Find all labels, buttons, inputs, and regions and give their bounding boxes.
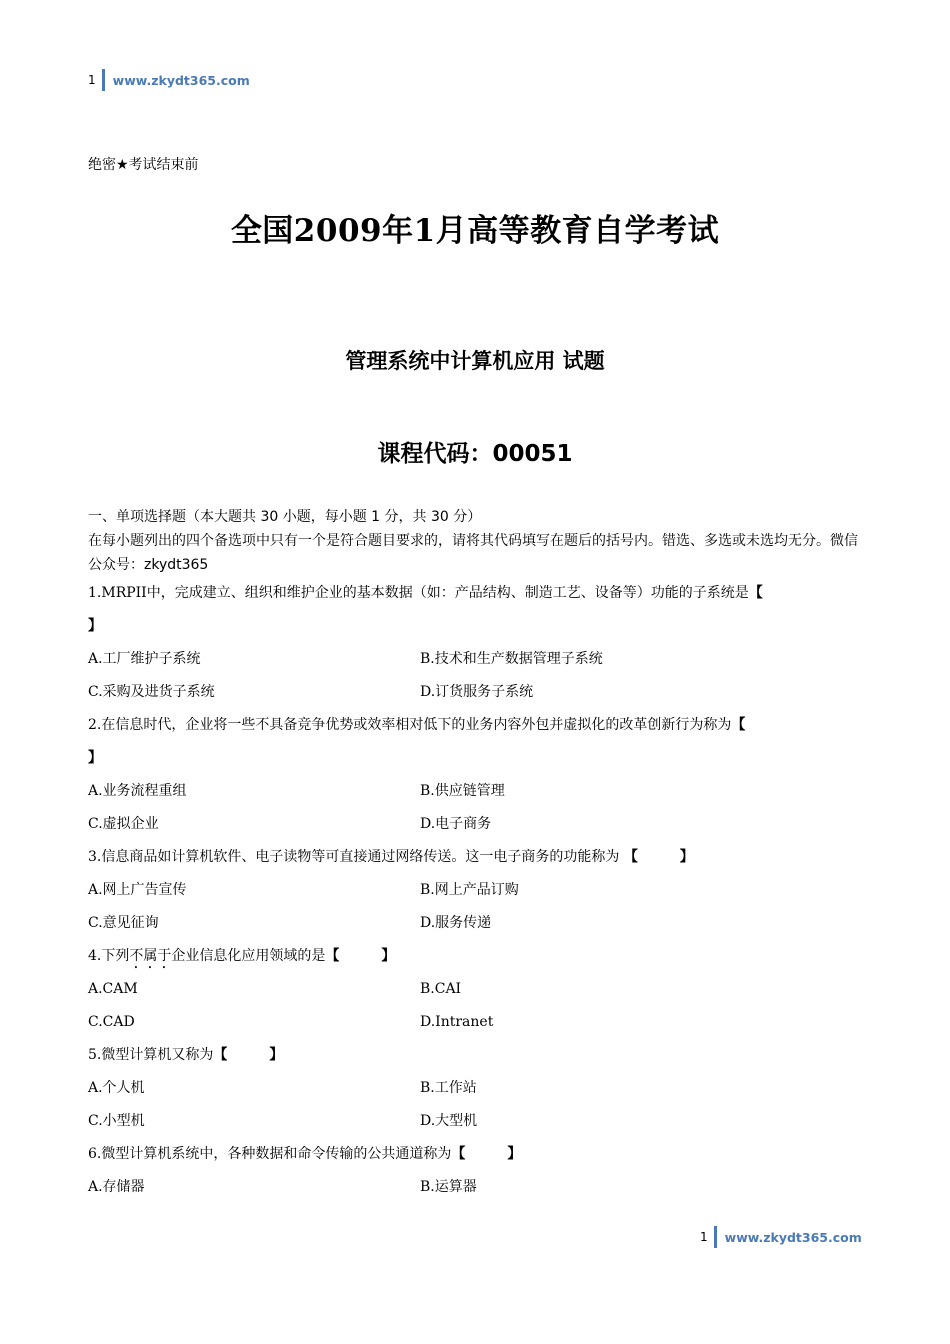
- option-c: C.CAD: [88, 1014, 135, 1030]
- options-row: [88, 907, 868, 940]
- emphasized-text: 不属于: [129, 948, 172, 964]
- option-a: A.网上广告宣传: [88, 882, 187, 898]
- answer-bracket-close: 】: [88, 618, 102, 634]
- page-header: [88, 70, 250, 90]
- header-page-number: 1: [88, 73, 96, 87]
- answer-bracket: 【 】: [451, 1146, 522, 1162]
- question-3: [88, 841, 868, 940]
- answer-bracket-open: 【: [748, 585, 763, 601]
- course-code: 课程代码：00051: [377, 441, 573, 467]
- page-footer: [700, 1227, 862, 1247]
- option-c: C.虚拟企业: [88, 816, 159, 832]
- option-b: B.技术和生产数据管理子系统: [420, 651, 603, 667]
- question-stem: 5.微型计算机又称为【 】: [88, 1047, 284, 1063]
- option-b: B.供应链管理: [420, 783, 505, 799]
- question-stem: 4.下列不属于企业信息化应用领域的是【 】: [88, 948, 396, 964]
- section-heading: 一、单项选择题（本大题共 30 小题，每小题 1 分，共 30 分）: [88, 509, 482, 525]
- footer-divider: [714, 1226, 717, 1248]
- option-a: A.工厂维护子系统: [88, 651, 201, 667]
- option-c: C.意见征询: [88, 915, 159, 931]
- options-row: [88, 1072, 868, 1105]
- question-1: [88, 577, 868, 709]
- option-d: D.大型机: [420, 1113, 478, 1129]
- page-title: 全国2009年1月高等教育自学考试: [230, 213, 720, 249]
- option-b: B.运算器: [420, 1179, 477, 1195]
- answer-bracket: 【 】: [623, 849, 694, 865]
- answer-bracket: 【 】: [213, 1047, 284, 1063]
- option-b: B.网上产品订购: [420, 882, 519, 898]
- header-site-link[interactable]: www.zkydt365.com: [112, 72, 250, 88]
- answer-bracket-close: 】: [88, 750, 102, 766]
- options-row: [88, 643, 868, 676]
- header-divider: [102, 69, 105, 91]
- option-d: D.订货服务子系统: [420, 684, 534, 700]
- question-5: [88, 1039, 868, 1138]
- options-row: [88, 973, 868, 1006]
- option-c: C.采购及进货子系统: [88, 684, 215, 700]
- secret-label: 绝密★考试结束前: [88, 157, 199, 173]
- question-stem: 1.MRPII中，完成建立、组织和维护企业的基本数据（如：产品结构、制造工艺、设备等）功能的子系统是【: [88, 585, 763, 601]
- question-4: [88, 940, 868, 1039]
- option-a: A.个人机: [88, 1080, 145, 1096]
- answer-bracket: 【 】: [325, 948, 396, 964]
- question-stem: 3.信息商品如计算机软件、电子读物等可直接通过网络传送。这一电子商务的功能称为 【 】: [88, 849, 694, 865]
- option-d: D.Intranet: [420, 1014, 494, 1030]
- option-d: D.服务传递: [420, 915, 492, 931]
- option-a: A.存储器: [88, 1179, 145, 1195]
- footer-site-link[interactable]: www.zkydt365.com: [724, 1229, 862, 1245]
- question-2: [88, 709, 868, 841]
- option-a: A.业务流程重组: [88, 783, 187, 799]
- option-b: B.工作站: [420, 1080, 477, 1096]
- options-row: [88, 1105, 868, 1138]
- question-6: [88, 1138, 868, 1204]
- question-stem: 6.微型计算机系统中，各种数据和命令传输的公共通道称为【 】: [88, 1146, 522, 1162]
- question-stem: 2.在信息时代，企业将一些不具备竞争优势或效率相对低下的业务内容外包并虚拟化的改革创新行为称为【: [88, 717, 746, 733]
- subject-title: 管理系统中计算机应用 试题: [345, 349, 605, 373]
- options-row: [88, 874, 868, 907]
- option-a: A.CAM: [88, 981, 138, 997]
- option-c: C.小型机: [88, 1113, 145, 1129]
- section-intro: 在每小题列出的四个备选项中只有一个是符合题目要求的，请将其代码填写在题后的括号内。错选、多选或未选均无分。微信公众号：zkydt365: [88, 533, 858, 573]
- exam-content: [88, 505, 868, 1204]
- options-row: [88, 1006, 868, 1039]
- answer-bracket-open: 【: [731, 717, 746, 733]
- options-row: [88, 775, 868, 808]
- options-row: [88, 676, 868, 709]
- option-b: B.CAI: [420, 981, 462, 997]
- options-row: [88, 808, 868, 841]
- footer-page-number: 1: [700, 1230, 708, 1244]
- options-row: [88, 1171, 868, 1204]
- option-d: D.电子商务: [420, 816, 492, 832]
